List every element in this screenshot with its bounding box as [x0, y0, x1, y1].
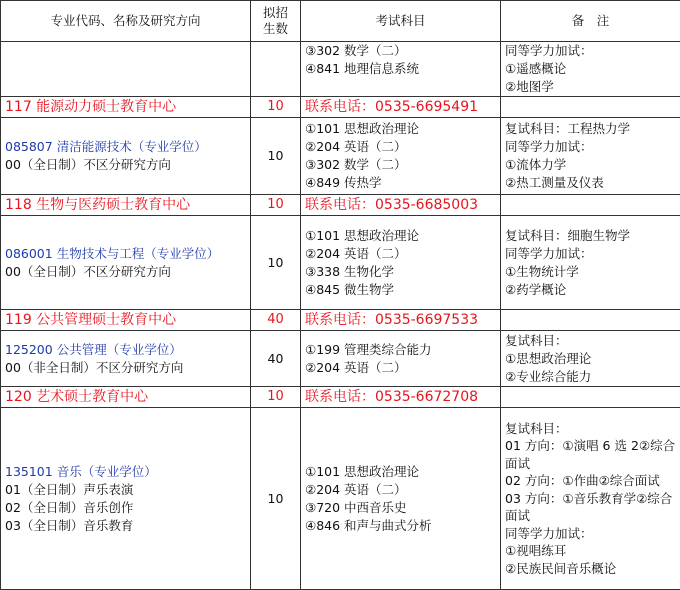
quota-cell: 10	[251, 118, 301, 195]
department-notes	[501, 97, 680, 118]
program-direction: 03（全日制）音乐教育	[5, 517, 134, 533]
note-line: 同等学力加试：	[505, 139, 593, 154]
department-row	[1, 310, 680, 331]
header-quota: 拟招生数	[251, 1, 301, 42]
department-notes	[501, 387, 680, 408]
program-direction: 00（非全日制）不区分研究方向	[5, 359, 184, 375]
note-line: ①思想政治理论	[505, 350, 592, 366]
note-line: ①流体力学	[505, 157, 567, 172]
department-row	[1, 387, 680, 408]
department-phone: 联系电话：0535-6685003	[301, 195, 501, 216]
subject-line: ②204 英语（二）	[305, 359, 407, 375]
program-code: 135101 音乐（专业学位）	[5, 463, 157, 479]
subjects-cell	[301, 118, 501, 195]
program-direction: 02（全日制）音乐创作	[5, 499, 134, 515]
subjects-cell	[301, 331, 501, 387]
department-quota: 10	[251, 97, 301, 118]
notes-cell	[501, 42, 680, 97]
department-row	[1, 97, 680, 118]
note-line: ②地图学	[505, 79, 554, 94]
department-row	[1, 195, 680, 216]
quota-cell: 10	[251, 408, 301, 590]
header-subjects: 考试科目	[301, 1, 501, 42]
department-name: 118 生物与医药硕士教育中心	[1, 195, 251, 216]
subject-line: ①101 思想政治理论	[305, 227, 420, 243]
note-line: 复试科目：	[505, 420, 568, 436]
quota-cell: 10	[251, 216, 301, 310]
department-name: 117 能源动力硕士教育中心	[1, 97, 251, 118]
note-line: 01 方向：①演唱 6 选 2②综合面试	[505, 438, 676, 471]
note-line: 同等学力加试：	[505, 43, 593, 58]
program-cell	[1, 42, 251, 97]
department-quota: 10	[251, 387, 301, 408]
note-line: ①视唱练耳	[505, 543, 567, 559]
subject-line: ②204 英语（二）	[305, 139, 407, 154]
header-program: 专业代码、名称及研究方向	[1, 1, 251, 42]
note-line: ①遥感概论	[505, 61, 567, 76]
subjects-cell	[301, 42, 501, 97]
subject-line: ④846 和声与曲式分析	[305, 517, 432, 533]
program-row	[1, 331, 680, 387]
program-code: 086001 生物技术与工程（专业学位）	[5, 245, 220, 261]
quota-cell: 40	[251, 331, 301, 387]
program-direction: 00（全日制）不区分研究方向	[5, 263, 171, 279]
subject-line: ①199 管理类综合能力	[305, 341, 432, 357]
department-name: 120 艺术硕士教育中心	[1, 387, 251, 408]
department-notes	[501, 195, 680, 216]
program-row	[1, 118, 680, 195]
notes-cell	[501, 408, 680, 590]
notes-cell	[501, 118, 680, 195]
department-phone: 联系电话：0535-6672708	[301, 387, 501, 408]
notes-cell	[501, 331, 680, 387]
subject-line: ③720 中西音乐史	[305, 499, 407, 515]
program-cell	[1, 331, 251, 387]
program-cell	[1, 118, 251, 195]
department-quota: 10	[251, 195, 301, 216]
department-quota: 40	[251, 310, 301, 331]
subject-line: ③338 生物化学	[305, 263, 395, 279]
program-row	[1, 216, 680, 310]
department-name: 119 公共管理硕士教育中心	[1, 310, 251, 331]
subject-line: ③302 数学（二）	[305, 43, 407, 58]
notes-cell	[501, 216, 680, 310]
note-line: 同等学力加试：	[505, 525, 593, 541]
note-line: ②热工测量及仪表	[505, 175, 604, 190]
subject-line: ④845 微生物学	[305, 281, 395, 297]
subject-line: ④841 地理信息系统	[305, 61, 420, 76]
note-line: ②专业综合能力	[505, 368, 592, 384]
department-notes	[501, 310, 680, 331]
program-direction: 01（全日制）声乐表演	[5, 481, 134, 497]
subject-line: ③302 数学（二）	[305, 157, 407, 172]
quota-cell	[251, 42, 301, 97]
program-code: 125200 公共管理（专业学位）	[5, 341, 182, 357]
subject-line: ②204 英语（二）	[305, 245, 407, 261]
subject-line: ①101 思想政治理论	[305, 463, 420, 479]
note-line: 同等学力加试：	[505, 245, 593, 261]
continuation-row	[1, 42, 680, 97]
department-phone: 联系电话：0535-6697533	[301, 310, 501, 331]
note-line: 02 方向：①作曲②综合面试	[505, 473, 660, 489]
program-direction: 00（全日制）不区分研究方向	[5, 157, 171, 172]
note-line: 复试科目：	[505, 332, 568, 348]
note-line: 复试科目：工程热力学	[505, 121, 631, 136]
note-line: ②药学概论	[505, 281, 567, 297]
subject-line: ②204 英语（二）	[305, 481, 407, 497]
program-code: 085807 清洁能源技术（专业学位）	[5, 139, 207, 154]
note-line: ②民族民间音乐概论	[505, 560, 617, 576]
header-row	[1, 1, 680, 42]
department-phone: 联系电话：0535-6695491	[301, 97, 501, 118]
program-cell	[1, 408, 251, 590]
subjects-cell	[301, 216, 501, 310]
program-row	[1, 408, 680, 590]
program-cell	[1, 216, 251, 310]
note-line: 复试科目：细胞生物学	[505, 227, 631, 243]
subject-line: ④849 传热学	[305, 175, 382, 190]
subjects-cell	[301, 408, 501, 590]
header-notes: 备 注	[501, 1, 680, 42]
note-line: 03 方向：①音乐教育学②综合面试	[505, 490, 673, 524]
subject-line: ①101 思想政治理论	[305, 121, 420, 136]
note-line: ①生物统计学	[505, 263, 579, 279]
